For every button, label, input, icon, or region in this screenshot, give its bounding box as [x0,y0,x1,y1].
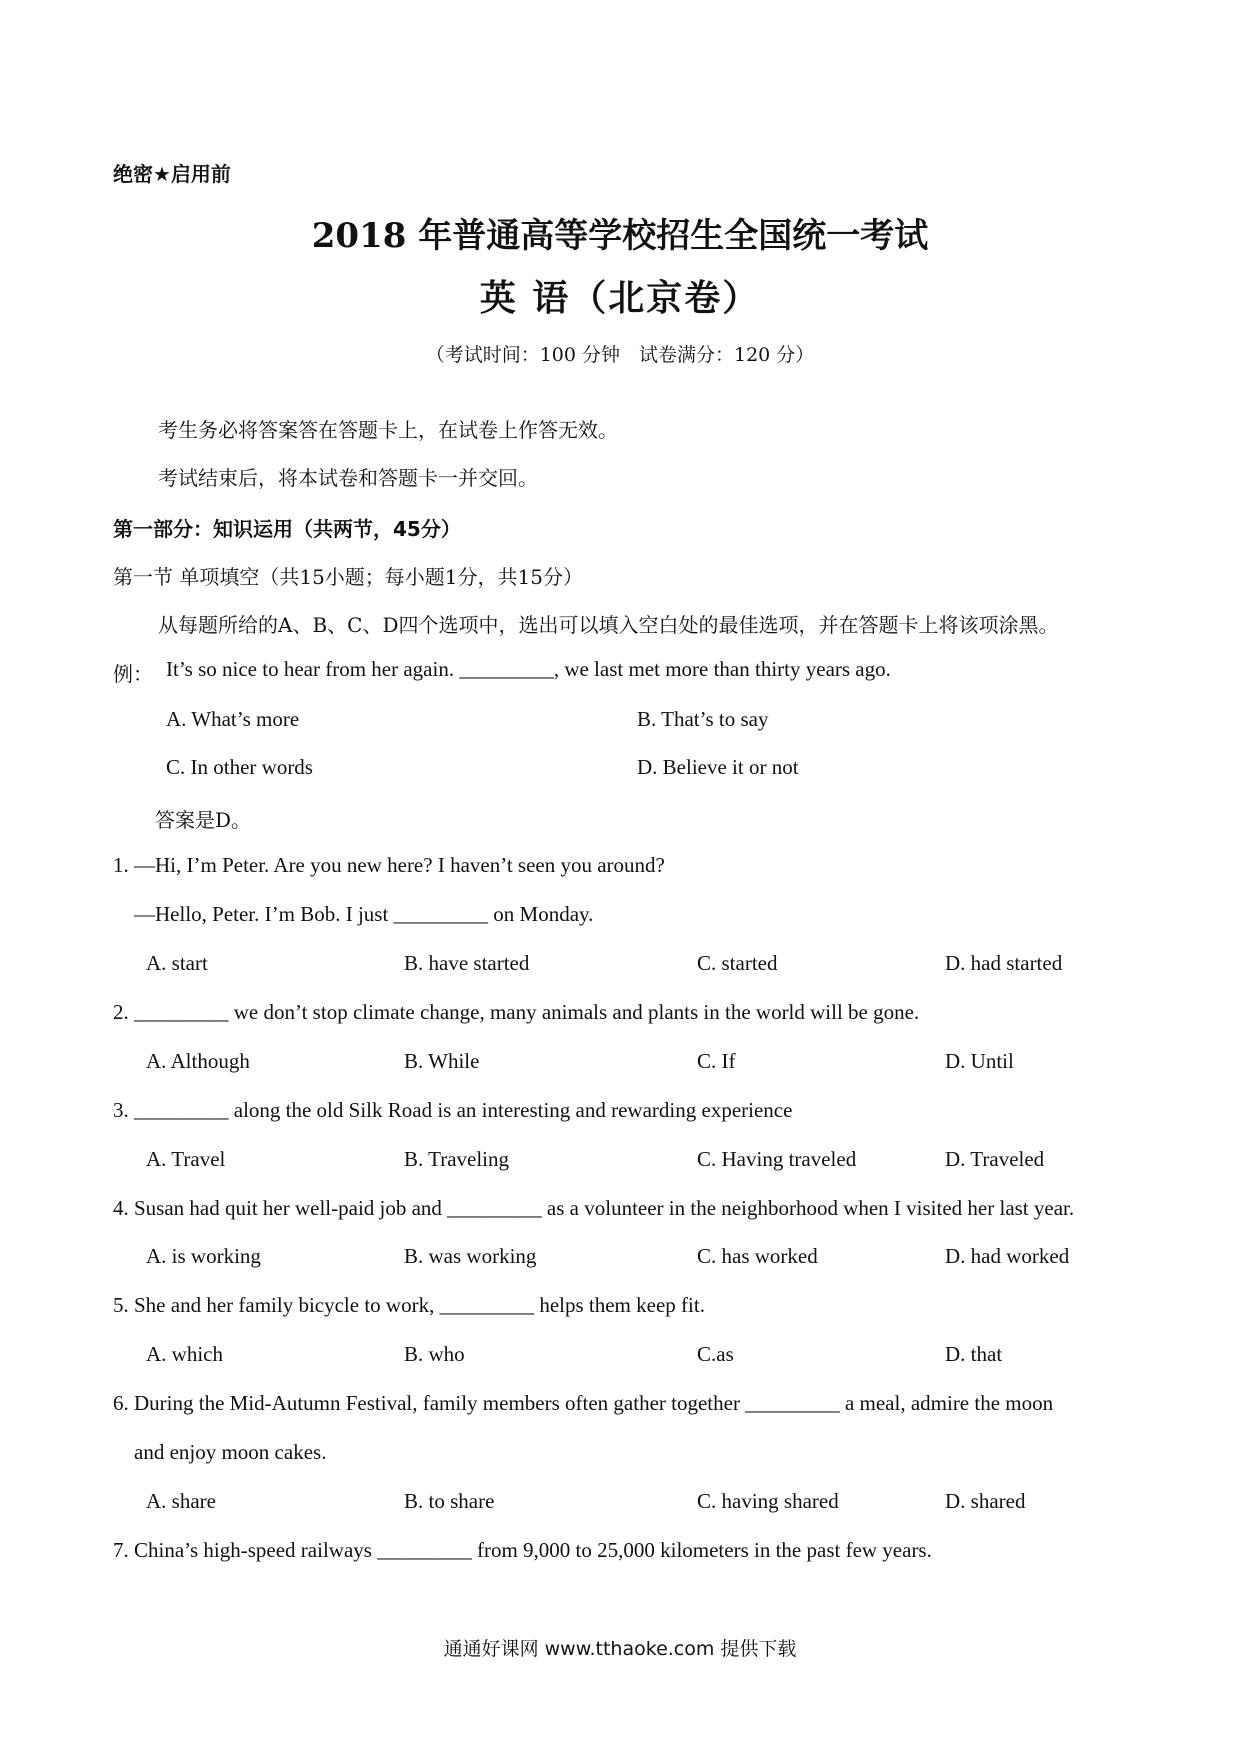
question-4-line-1: 4. Susan had quit her well-paid job and _________ as a volunteer in the neighborhood when I visited her last year. [113,1196,1075,1220]
question-6-line-2: and enjoy moon cakes. [134,1440,327,1464]
question-1-option-c: C. started [697,951,778,975]
question-5-option-b: B. who [404,1342,465,1366]
question-2-option-a: A. Although [146,1049,250,1073]
question-3-option-b: B. Traveling [404,1147,510,1171]
question-3-option-c: C. Having traveled [697,1147,857,1171]
question-7-line-1: 7. China’s high-speed railways _________ from 9,000 to 25,000 kilometers in the past few years. [113,1538,932,1562]
example-label: 例： [113,662,153,686]
instruction: 从每题所给的A、B、C、D四个选项中，选出可以填入空白处的最佳选项，并在答题卡上将该项涂黑。 [158,613,1059,637]
question-1-option-b: B. have started [404,951,530,975]
example-answer: 答案是D。 [155,808,252,832]
exam-subtitle: 英 语（北京卷） [479,277,761,319]
question-2-option-c: C. If [697,1049,736,1073]
question-3-option-a: A. Travel [146,1147,226,1171]
exam-title: 2018 年普通高等学校招生全国统一考试 [311,216,929,256]
notice-1: 考生务必将答案答在答题卡上，在试卷上作答无效。 [158,418,618,442]
example-option-b: B. That’s to say [637,707,769,731]
question-5-option-c: C.as [697,1342,734,1366]
question-6-option-d: D. shared [945,1489,1026,1513]
question-6-option-c: C. having shared [697,1489,839,1513]
question-5-option-a: A. which [146,1342,223,1366]
question-1-option-a: A. start [146,951,208,975]
question-2-option-d: D. Until [945,1049,1014,1073]
question-6-option-b: B. to share [404,1489,495,1513]
question-3-option-d: D. Traveled [945,1147,1045,1171]
question-4-option-d: D. had worked [945,1244,1070,1268]
question-4-option-c: C. has worked [697,1244,818,1268]
question-4-option-a: A. is working [146,1244,261,1268]
part-title: 第一部分：知识运用（共两节，45分） [113,517,461,541]
question-5-line-1: 5. She and her family bicycle to work, _________ helps them keep fit. [113,1293,705,1317]
question-1-option-d: D. had started [945,951,1063,975]
question-2-line-1: 2. _________ we don’t stop climate change, many animals and plants in the world will be gone. [113,1000,920,1024]
example-option-a: A. What’s more [166,707,300,731]
example-question: It’s so nice to hear from her again. _________, we last met more than thirty years ago. [166,657,891,681]
section-title: 第一节 单项填空（共15小题；每小题1分，共15分） [113,565,583,589]
question-6-line-1: 6. During the Mid-Autumn Festival, family members often gather together _________ a meal, admire the moon [113,1391,1054,1415]
question-1-line-2: —Hello, Peter. I’m Bob. I just _________ on Monday. [134,902,594,926]
example-option-d: D. Believe it or not [637,755,799,779]
question-3-line-1: 3. _________ along the old Silk Road is an interesting and rewarding experience [113,1098,793,1122]
question-6-option-a: A. share [146,1489,216,1513]
notice-2: 考试结束后，将本试卷和答题卡一并交回。 [158,466,538,490]
question-2-option-b: B. While [404,1049,480,1073]
question-4-option-b: B. was working [404,1244,537,1268]
exam-info: （考试时间：100 分钟 试卷满分：120 分） [425,344,815,366]
question-1-line-1: 1. —Hi, I’m Peter. Are you new here? I haven’t seen you around? [113,853,665,877]
question-5-option-d: D. that [945,1342,1003,1366]
example-option-c: C. In other words [166,755,313,779]
secret-mark: 绝密★启用前 [113,162,231,186]
footer-source: 通通好课网 www.tthaoke.com 提供下载 [443,1638,797,1660]
